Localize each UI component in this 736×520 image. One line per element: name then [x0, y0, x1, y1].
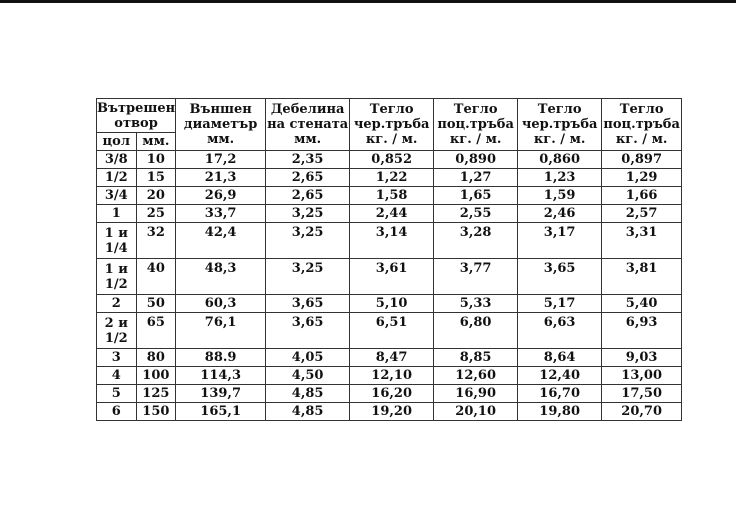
cell-weight: 16,90	[434, 385, 518, 403]
cell-inch: 4	[97, 367, 137, 385]
cell-inch: 1/2	[97, 169, 137, 187]
cell-outer-diameter: 17,2	[176, 151, 266, 169]
cell-weight: 12,10	[350, 367, 434, 385]
cell-weight: 13,00	[602, 367, 682, 385]
cell-outer-diameter: 165,1	[176, 403, 266, 421]
cell-weight: 3,28	[434, 223, 518, 259]
cell-weight: 20,10	[434, 403, 518, 421]
cell-wall: 4,85	[266, 385, 350, 403]
cell-outer-diameter: 33,7	[176, 205, 266, 223]
cell-inch: 1	[97, 205, 137, 223]
cell-mm: 50	[136, 295, 176, 313]
cell-inch: 3/8	[97, 151, 137, 169]
table-row	[97, 295, 682, 313]
cell-weight: 1,59	[518, 187, 602, 205]
header-mm: мм.	[136, 133, 176, 151]
cell-outer-diameter: 21,3	[176, 169, 266, 187]
cell-wall: 2,65	[266, 169, 350, 187]
cell-weight: 8,85	[434, 349, 518, 367]
cell-weight: 3,31	[602, 223, 682, 259]
cell-weight: 6,80	[434, 313, 518, 349]
cell-mm: 80	[136, 349, 176, 367]
cell-weight: 6,63	[518, 313, 602, 349]
cell-weight: 9,03	[602, 349, 682, 367]
header-wall-thickness: Дебелина на стената мм.	[266, 99, 350, 151]
cell-mm: 100	[136, 367, 176, 385]
cell-mm: 10	[136, 151, 176, 169]
cell-outer-diameter: 60,3	[176, 295, 266, 313]
cell-wall: 2,35	[266, 151, 350, 169]
table-row	[97, 169, 682, 187]
top-border-line	[0, 0, 736, 3]
cell-mm: 32	[136, 223, 176, 259]
table-row	[97, 403, 682, 421]
cell-weight: 12,60	[434, 367, 518, 385]
cell-wall: 3,25	[266, 205, 350, 223]
cell-inch: 3	[97, 349, 137, 367]
cell-weight: 5,10	[350, 295, 434, 313]
cell-wall: 3,65	[266, 295, 350, 313]
table-row	[97, 367, 682, 385]
cell-weight: 2,57	[602, 205, 682, 223]
cell-weight: 19,80	[518, 403, 602, 421]
header-weight-galv-2: Тегло поц.тръба кг. / м.	[602, 99, 682, 151]
cell-weight: 20,70	[602, 403, 682, 421]
cell-wall: 3,25	[266, 223, 350, 259]
header-outer-diameter: Външен диаметър мм.	[176, 99, 266, 151]
cell-outer-diameter: 48,3	[176, 259, 266, 295]
cell-weight: 12,40	[518, 367, 602, 385]
cell-weight: 5,17	[518, 295, 602, 313]
cell-outer-diameter: 114,3	[176, 367, 266, 385]
cell-weight: 6,93	[602, 313, 682, 349]
cell-wall: 4,50	[266, 367, 350, 385]
table-row	[97, 205, 682, 223]
cell-inch: 2 и 1/2	[97, 313, 137, 349]
cell-mm: 150	[136, 403, 176, 421]
table-row	[97, 187, 682, 205]
cell-weight: 19,20	[350, 403, 434, 421]
header-inch: цол	[97, 133, 137, 151]
cell-weight: 1,66	[602, 187, 682, 205]
cell-weight: 1,27	[434, 169, 518, 187]
cell-outer-diameter: 76,1	[176, 313, 266, 349]
cell-outer-diameter: 26,9	[176, 187, 266, 205]
cell-weight: 6,51	[350, 313, 434, 349]
header-weight-galv-1: Тегло поц.тръба кг. / м.	[434, 99, 518, 151]
cell-weight: 0,890	[434, 151, 518, 169]
pipe-specs-table	[96, 98, 682, 421]
cell-weight: 16,70	[518, 385, 602, 403]
cell-weight: 0,897	[602, 151, 682, 169]
table-row	[97, 385, 682, 403]
cell-weight: 17,50	[602, 385, 682, 403]
cell-outer-diameter: 88.9	[176, 349, 266, 367]
table-row	[97, 223, 682, 259]
cell-weight: 2,55	[434, 205, 518, 223]
cell-weight: 1,22	[350, 169, 434, 187]
cell-weight: 1,58	[350, 187, 434, 205]
cell-weight: 3,17	[518, 223, 602, 259]
cell-weight: 0,852	[350, 151, 434, 169]
cell-inch: 5	[97, 385, 137, 403]
cell-weight: 3,81	[602, 259, 682, 295]
table-row	[97, 313, 682, 349]
cell-weight: 1,23	[518, 169, 602, 187]
cell-weight: 1,65	[434, 187, 518, 205]
table-row	[97, 151, 682, 169]
table-row	[97, 349, 682, 367]
header-inner-bore: Вътрешен отвор	[97, 100, 176, 131]
cell-weight: 8,64	[518, 349, 602, 367]
cell-weight: 2,46	[518, 205, 602, 223]
cell-weight: 1,29	[602, 169, 682, 187]
cell-inch: 6	[97, 403, 137, 421]
cell-weight: 5,40	[602, 295, 682, 313]
cell-mm: 125	[136, 385, 176, 403]
cell-weight: 3,61	[350, 259, 434, 295]
cell-outer-diameter: 42,4	[176, 223, 266, 259]
cell-inch: 2	[97, 295, 137, 313]
cell-weight: 16,20	[350, 385, 434, 403]
cell-wall: 4,85	[266, 403, 350, 421]
cell-weight: 5,33	[434, 295, 518, 313]
cell-weight: 2,44	[350, 205, 434, 223]
cell-inch: 1 и 1/2	[97, 259, 137, 295]
cell-mm: 20	[136, 187, 176, 205]
cell-mm: 65	[136, 313, 176, 349]
cell-mm: 40	[136, 259, 176, 295]
cell-weight: 3,65	[518, 259, 602, 295]
table-row	[97, 259, 682, 295]
cell-mm: 25	[136, 205, 176, 223]
cell-mm: 15	[136, 169, 176, 187]
cell-weight: 0,860	[518, 151, 602, 169]
cell-wall: 3,65	[266, 313, 350, 349]
cell-outer-diameter: 139,7	[176, 385, 266, 403]
header-weight-black-2: Тегло чер.тръба кг. / м.	[518, 99, 602, 151]
cell-weight: 3,77	[434, 259, 518, 295]
header-weight-black-1: Тегло чер.тръба кг. / м.	[350, 99, 434, 151]
cell-weight: 8,47	[350, 349, 434, 367]
cell-inch: 1 и 1/4	[97, 223, 137, 259]
cell-wall: 3,25	[266, 259, 350, 295]
cell-wall: 4,05	[266, 349, 350, 367]
cell-inch: 3/4	[97, 187, 137, 205]
cell-weight: 3,14	[350, 223, 434, 259]
cell-wall: 2,65	[266, 187, 350, 205]
